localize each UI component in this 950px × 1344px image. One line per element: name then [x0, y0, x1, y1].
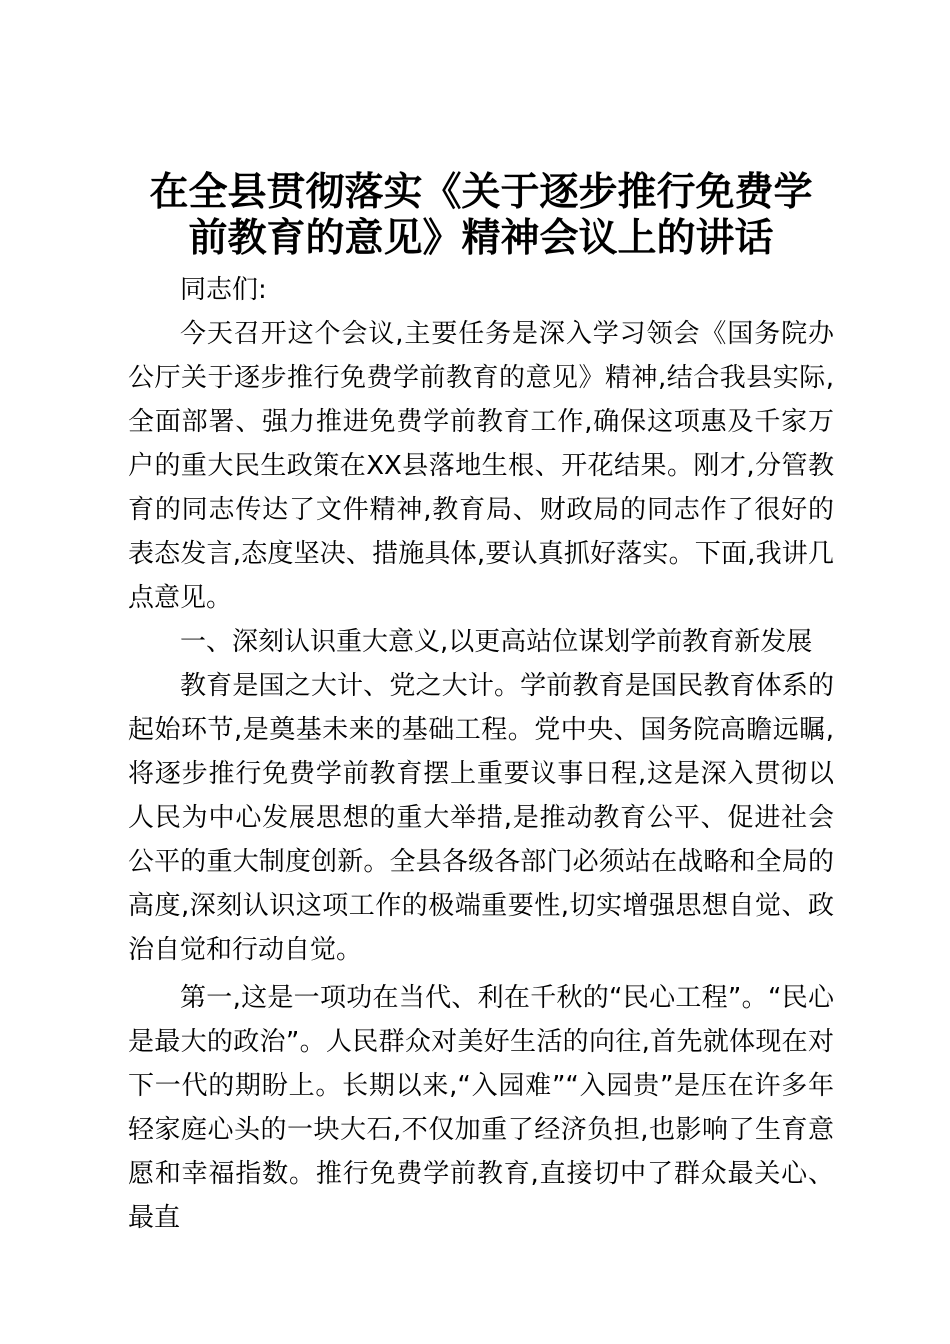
document-body [128, 268, 834, 1240]
section-1-paragraph-2: 第一,这是一项功在当代、利在千秋的“民心工程”。“民心是最大的政治”。人民群众对美好生活的向往,首先就体现在对下一代的期盼上。长期以来,“入园难”“入园贵”是压在许多年轻家庭心头的一块大石,不仅加重了经济负担,也影响了生育意愿和幸福指数。推行免费学前教育,直接切中了群众最关心、最直 [128, 983, 834, 1233]
intro-paragraph: 今天召开这个会议,主要任务是深入学习领会《国务院办公厅关于逐步推行免费学前教育的意见》精神,结合我县实际,全面部署、强力推进免费学前教育工作,确保这项惠及千家万户的重大民生政策在XX县落地生根、开花结果。刚才,分管教育的同志传达了文件精神,教育局、财政局的同志作了很好的表态发言,态度坚决、措施具体,要认真抓好落实。下面,我讲几点意见。 [128, 319, 834, 613]
section-1-paragraph-1: 教育是国之大计、党之大计。学前教育是国民教育体系的起始环节,是奠基未来的基础工程。党中央、国务院高瞻远瞩,将逐步推行免费学前教育摆上重要议事日程,这是深入贯彻以人民为中心发展思想的重大举措,是推动教育公平、促进社会公平的重大制度创新。全县各级各部门必须站在战略和全局的高度,深刻认识这项工作的极端重要性,切实增强思想自觉、政治自觉和行动自觉。 [128, 671, 834, 965]
section-heading-1: 一、深刻认识重大意义,以更高站位谋划学前教育新发展 [180, 627, 813, 657]
title-line-1: 在全县贯彻落实《关于逐步推行免费学 [149, 170, 813, 215]
document-page [128, 170, 834, 1240]
document-title [128, 170, 834, 262]
salutation: 同志们: [180, 275, 267, 305]
title-line-2: 前教育的意见》精神会议上的讲话 [188, 216, 774, 261]
